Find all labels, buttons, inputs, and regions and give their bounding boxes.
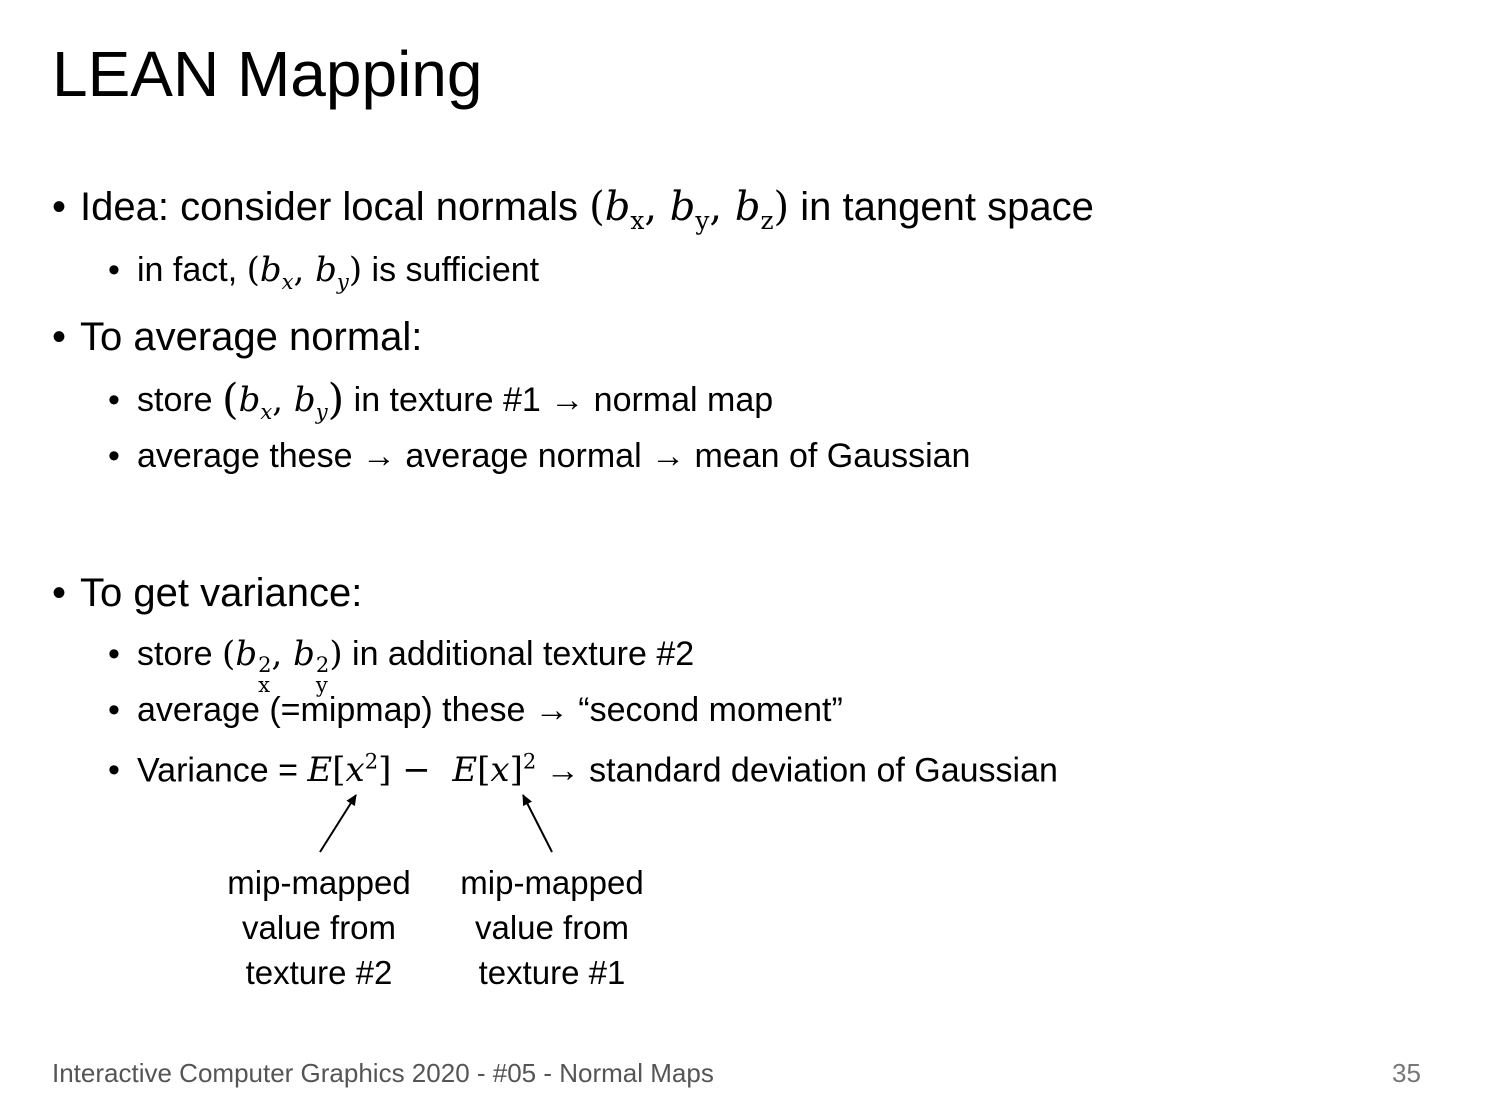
annotation-line: value from (474, 909, 630, 946)
store-normal-before: store (137, 381, 223, 419)
in-fact-math: ($b_x$, $b_y$) (246, 250, 363, 294)
bullet-dot: • (52, 185, 67, 229)
bullet-second-moment (108, 686, 843, 734)
store-normal-math: ($b_x$, $b_y$) (222, 375, 345, 425)
second-moment-text: average (=mipmap) these → “second moment” (137, 691, 843, 729)
bullet-dot: • (52, 315, 67, 359)
store-squared-math: (b 2 x , b 2 y ) (222, 634, 343, 698)
store-squared-after: in additional texture #2 (342, 635, 695, 673)
store-squared-before: store (137, 635, 223, 673)
bullet-dot: • (108, 381, 120, 419)
idea-text-after: in tangent space (789, 185, 1094, 229)
slide-footer: Interactive Computer Graphics 2020 - #05 - Normal Maps (52, 1058, 714, 1088)
annotation-line: texture #2 (245, 954, 393, 991)
annotation-texture-2 (199, 860, 439, 995)
bullet-dot: • (108, 691, 120, 729)
bullet-variance (52, 566, 362, 620)
idea-text-before: Idea: consider local normals (80, 185, 590, 229)
store-normal-after: in texture #1 → normal map (344, 381, 774, 419)
page-number: 35 (1392, 1058, 1421, 1088)
bullet-store-normal (108, 376, 773, 424)
bullet-dot: • (108, 251, 120, 289)
bullet-variance-formula (108, 738, 1058, 791)
average-these-text: average these → average normal → mean of Gaussian (137, 437, 971, 475)
annotation-line: texture #1 (478, 954, 626, 991)
variance-heading: To get variance: (80, 571, 363, 615)
annotation-line: mip-mapped (460, 864, 644, 901)
idea-math: ($b_x$, $b_y$, $b_z$) (589, 184, 790, 235)
bullet-average-normal (52, 310, 422, 364)
bullet-dot: • (52, 571, 67, 615)
in-fact-text-after: is sufficient (362, 251, 540, 289)
arrow-to-second-moment (320, 795, 356, 852)
annotation-texture-1 (432, 860, 672, 995)
variance-formula-before: Variance = (137, 751, 308, 790)
bullet-dot: • (108, 635, 120, 673)
variance-formula-math: $E[x^2] - E[x]^2$ (307, 749, 537, 791)
variance-formula-after: → standard deviation of Gaussian (536, 751, 1058, 790)
bullet-in-fact (108, 246, 539, 294)
bullet-dot: • (108, 751, 120, 790)
average-normal-heading: To average normal: (80, 315, 423, 359)
slide-title: LEAN Mapping (52, 38, 483, 110)
bullet-average-these (108, 432, 970, 480)
bullet-dot: • (108, 437, 120, 475)
in-fact-text-before: in fact, (137, 251, 247, 289)
bullet-idea (52, 180, 1094, 234)
annotation-line: value from (241, 909, 397, 946)
arrow-to-first-moment (523, 795, 552, 852)
bullet-store-squared (108, 630, 695, 698)
annotation-line: mip-mapped (227, 864, 411, 901)
